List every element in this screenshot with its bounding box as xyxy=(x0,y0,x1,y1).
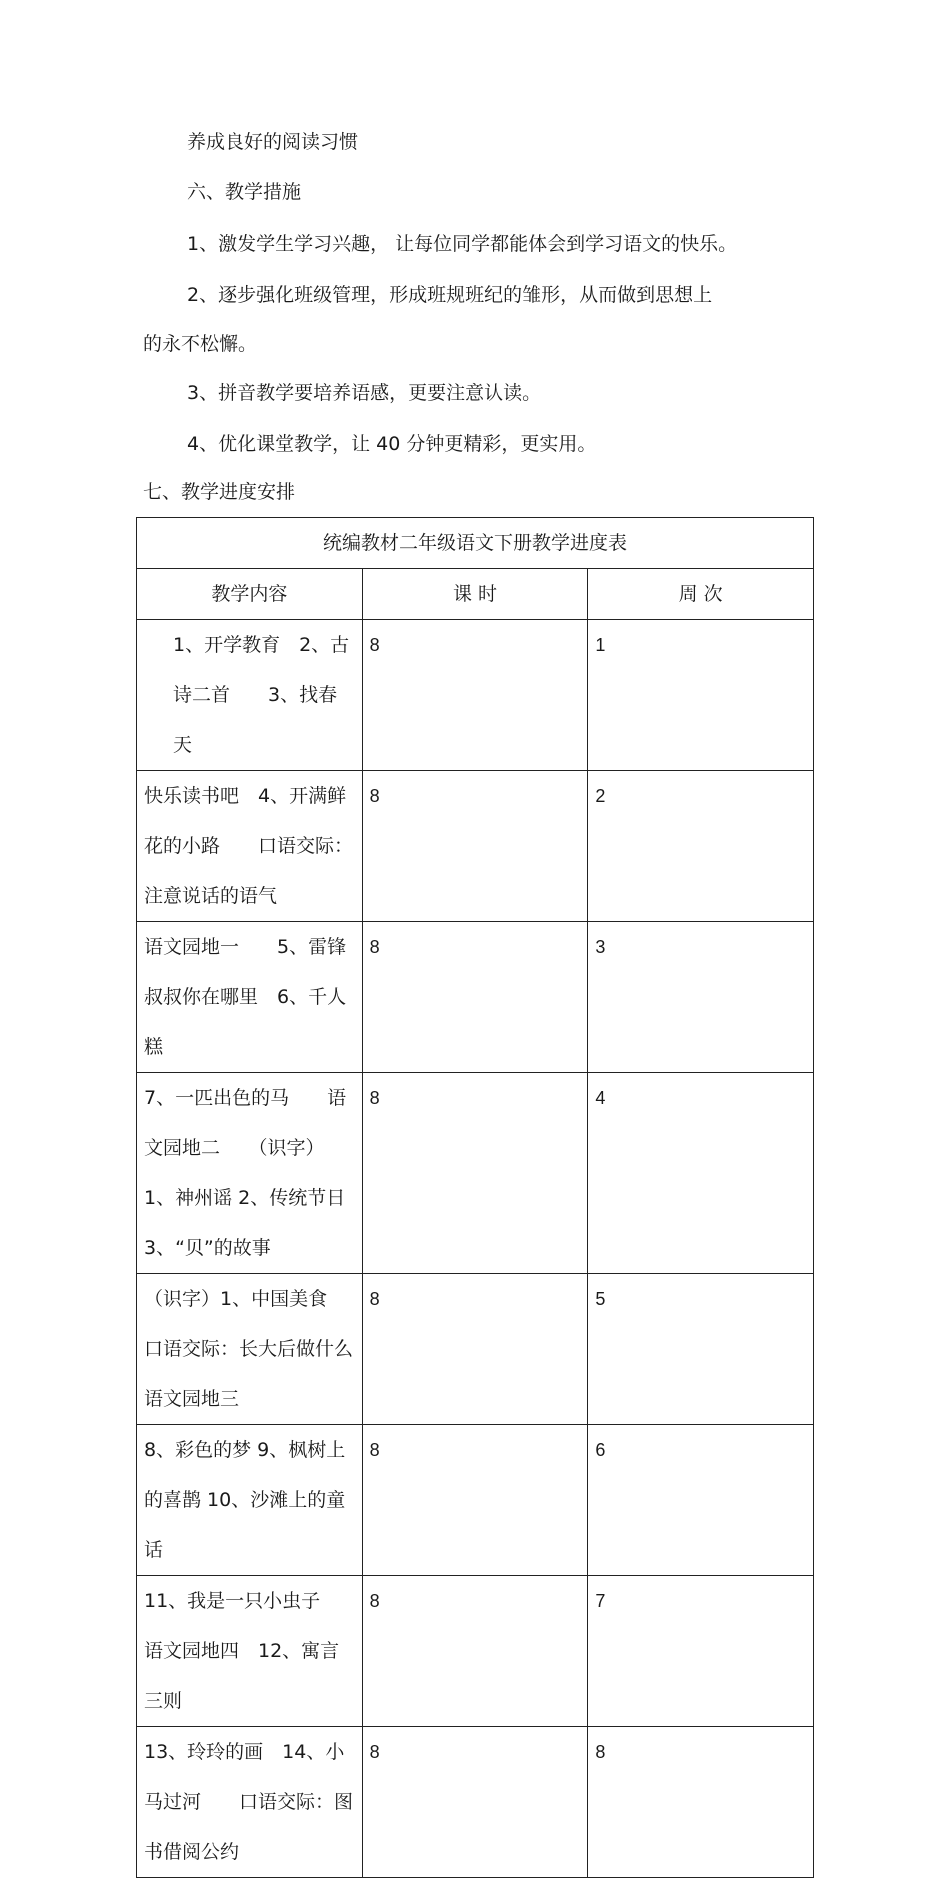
row-week: 5 xyxy=(588,1274,814,1425)
row-week: 2 xyxy=(588,771,814,922)
row-hours: 8 xyxy=(362,1727,588,1878)
row-week: 4 xyxy=(588,1073,814,1274)
table-header-row xyxy=(137,569,814,620)
table-row xyxy=(137,771,814,922)
table-row xyxy=(137,1727,814,1878)
row-content: 1、开学教育 2、古诗二首 3、找春天 xyxy=(137,620,363,771)
row-content: 11、我是一只小虫子 语文园地四 12、寓言三则 xyxy=(137,1576,363,1727)
section-heading-schedule: 七、教学进度安排 xyxy=(143,481,296,503)
row-week: 8 xyxy=(588,1727,814,1878)
row-content: 8、彩色的梦 9、枫树上的喜鹊 10、沙滩上的童话 xyxy=(137,1425,363,1576)
row-content: 13、玲玲的画 14、小马过河 口语交际：图书借阅公约 xyxy=(137,1727,363,1878)
row-hours: 8 xyxy=(362,1073,588,1274)
row-week: 3 xyxy=(588,922,814,1073)
table-title: 统编教材二年级语文下册教学进度表 xyxy=(137,518,814,569)
row-hours: 8 xyxy=(362,1274,588,1425)
table-row xyxy=(137,1274,814,1425)
section-heading-measures: 六、教学措施 xyxy=(187,181,302,203)
measure-item-2-cont: 的永不松懈。 xyxy=(143,333,258,355)
measure-item-2: 2、逐步强化班级管理，形成班规班纪的雏形，从而做到思想上 xyxy=(187,284,713,306)
paragraph-reading-habit: 养成良好的阅读习惯 xyxy=(187,131,359,153)
row-hours: 8 xyxy=(362,922,588,1073)
row-hours: 8 xyxy=(362,620,588,771)
table-row xyxy=(137,1073,814,1274)
table-row xyxy=(137,620,814,771)
table-title-row xyxy=(137,518,814,569)
table-row xyxy=(137,1425,814,1576)
row-hours: 8 xyxy=(362,771,588,922)
header-content: 教学内容 xyxy=(137,569,363,620)
header-hours: 课 时 xyxy=(362,569,588,620)
row-content: 快乐读书吧 4、开满鲜花的小路 口语交际：注意说话的语气 xyxy=(137,771,363,922)
measure-item-1: 1、激发学生学习兴趣， 让每位同学都能体会到学习语文的快乐。 xyxy=(187,233,738,255)
row-hours: 8 xyxy=(362,1576,588,1727)
table-row xyxy=(137,1576,814,1727)
row-content: 语文园地一 5、雷锋叔叔你在哪里 6、千人糕 xyxy=(137,922,363,1073)
table-row xyxy=(137,922,814,1073)
row-hours: 8 xyxy=(362,1425,588,1576)
row-week: 1 xyxy=(588,620,814,771)
measure-item-3: 3、拼音教学要培养语感，更要注意认读。 xyxy=(187,382,542,404)
row-week: 6 xyxy=(588,1425,814,1576)
schedule-table xyxy=(136,517,814,1878)
row-week: 7 xyxy=(588,1576,814,1727)
row-content: （识字）1、中国美食 口语交际：长大后做什么语文园地三 xyxy=(137,1274,363,1425)
header-week: 周 次 xyxy=(588,569,814,620)
row-content: 7、一匹出色的马 语文园地二 （识字）1、神州谣 2、传统节日 3、“贝”的故事 xyxy=(137,1073,363,1274)
measure-item-4: 4、优化课堂教学，让 40 分钟更精彩，更实用。 xyxy=(187,433,597,455)
